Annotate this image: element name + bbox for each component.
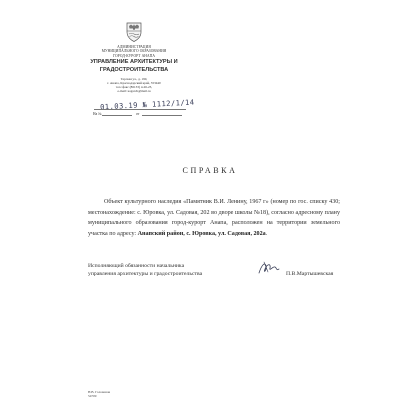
address-line: e-mail: uagarch@mail.ru [117,89,151,94]
reference-underline [94,109,186,110]
reference-na-line [102,115,132,116]
position-line: управления архитектуры и градостроительства [88,271,203,277]
document-body [88,197,340,240]
address-line: тел./факс (86133) 4-26-23, [115,85,153,90]
body-text-end: . [265,231,268,238]
reference-ot-label: от [136,112,140,116]
signatory-name: П.В.Мартышевская [286,271,334,277]
department-name: УПРАВЛЕНИЕ АРХИТЕКТУРЫ И [90,59,178,66]
handwritten-signature-icon [256,260,282,276]
header-line: ГОРОД-КУРОРТ АНАПА [112,53,156,58]
reference-block [93,97,195,116]
header-line: АДМИНИСТРАЦИЯ [117,45,151,49]
position-line: Исполняющий обязанности начальника [88,263,185,269]
reference-number: 01.03.19 № 1112/1/14 [99,97,195,112]
executor-name: Н.В. Голованов [88,390,111,394]
reference-ot-line [142,115,182,116]
executor-phone: 54709 [88,394,97,399]
document-title: СПРАВКА [182,166,238,175]
body-text-bold-address: Анапский район, с. Юровка, ул. Садовая, 202а [137,231,266,238]
header-address [86,77,182,93]
executor-block [88,390,110,399]
header-line: МУНИЦИПАЛЬНОГО ОБРАЗОВАНИЯ [101,49,167,54]
department-name: ГРАДОСТРОИТЕЛЬСТВА [99,66,169,73]
address-line: Терская ул., д. 190, [120,77,148,81]
signatory-position [88,262,248,278]
body-text-regular: Объект культурного наследия «Памятник В.И. Ленину, 1967 г» (номер по гос. списку 430; местонахождение: с. Юровка, ул. Садовая, 202 во дворе школы №18), согласно адресному плану муниципального образования город-курорт Анапа, расположен на территории земельного участка по адресу: [88,199,340,238]
address-line: г. Анапа, Краснодарский край, 353440 [107,81,161,86]
reference-na-label: На № [93,112,102,116]
header-organization [86,45,182,73]
coat-of-arms-icon [126,22,142,42]
